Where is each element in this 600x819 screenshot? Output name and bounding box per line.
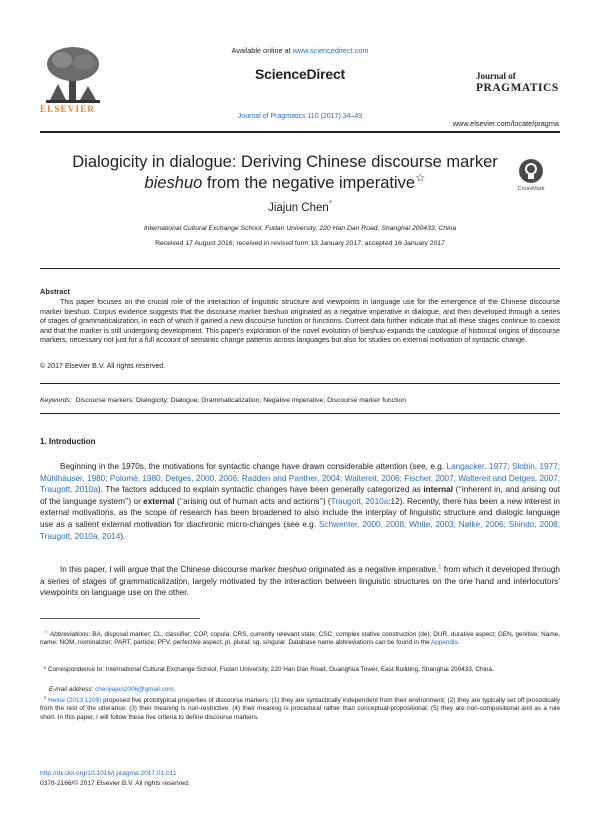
received-dates: Received 17 August 2016; received in revised form 13 January 2017; accepted 16 January 2017 (155, 240, 445, 247)
keywords (40, 397, 560, 404)
ref-link-1[interactable]: Langacker, 1977; Slobin, 1977; Mühlhäuser, 1980; Polomé, 1980; Detges, 2000, 2006; Radden and Panther, 2004; Waltereit, 2006; Fischer, 2007; Waltereit and Detges, 2007; Traugott, 2010a (40, 462, 560, 495)
footnote-rule (40, 618, 200, 619)
author-name (150, 199, 450, 214)
p2-text-c: from which it developed through a series of stages of grammaticalization, largely motivated by the interaction between linguistic structures on the one hand and interlocutors’ viewpoints on language use on the other. (40, 565, 560, 598)
fn1-text: proposed five prototypical properties of discourse markers: (1) they are syntactically independent from their environment; (2) they are typically set off prosodically from the rest of the utterance; (3) their meaning is non-restrictive; (4) their meaning is procedural rather than conceptual-propositional; (5) they are non-compositional and as a rule short. In this paper, I will follow these five criteria to define discourse markers. (40, 697, 560, 721)
p2-text-a: In this paper, I will argue that the Chinese discourse marker (60, 565, 278, 574)
ref-link-3[interactable]: Schwenter, 2000, 2008; White, 2003; Nølke, 2006; Shindo, 2008; Traugott, 2010a, 2014 (40, 519, 561, 541)
issn-line: 0378-2166/© 2017 Elsevier B.V. All rights reserved. (40, 780, 190, 787)
footnote-1 (40, 694, 560, 722)
p1-text-d: (‘‘arising out of human acts and actions’’) ( (174, 496, 331, 506)
paragraph-2 (40, 564, 560, 599)
sciencedirect-logo: ScienceDirect (254, 66, 345, 82)
appendix-link[interactable]: Appendix (430, 639, 458, 647)
ref-link-2[interactable]: Traugott, 2010a (330, 496, 389, 506)
crossmark-icon[interactable] (519, 159, 543, 183)
journal-citation[interactable]: Journal of Pragmatics 110 (2017) 34–49 (237, 113, 363, 120)
email-end: . (173, 686, 176, 693)
abbrev-end: . (457, 639, 460, 647)
section-heading: 1. Introduction (40, 437, 96, 446)
keywords-rule-bottom (40, 413, 560, 414)
p2-italic: bieshuo (277, 565, 307, 574)
publisher-name: ELSEVIER (40, 104, 96, 114)
abstract-rule-top (40, 268, 560, 269)
abbrev-label: Abbreviations (49, 631, 89, 638)
title-italic: bieshuo (144, 174, 203, 192)
header-rule (40, 131, 560, 133)
p1-text-b: ). The factors adduced to explain syntactic changes have been generally categorized as (97, 485, 424, 495)
p1-text-f: ). (120, 531, 126, 541)
footnote-ref-1[interactable]: 1 (438, 564, 442, 571)
journal-url[interactable]: www.elsevier.com/locate/pragma (452, 119, 559, 128)
footnote-correspondence (40, 666, 560, 674)
keywords-label: Keywords: (40, 397, 72, 404)
sciencedirect-link[interactable]: www.sciencedirect.com (292, 46, 369, 55)
footnote-star: ☆ (43, 628, 48, 634)
paragraph-1 (40, 461, 560, 542)
available-online (150, 46, 450, 55)
affiliation: International Cultural Exchange School, Fudan University, 220 Han Dan Road, Shanghai 200433, China (143, 225, 457, 232)
footnote-email (40, 686, 560, 694)
journal-logo-line1: Journal of (476, 71, 516, 81)
title-line-2 (50, 173, 520, 194)
email-label: E-mail address: (48, 686, 96, 693)
abstract-heading: Abstract (40, 287, 70, 296)
heine-link[interactable]: Heine (2013:1209) (48, 697, 102, 704)
abstract-copyright: © 2017 Elsevier B.V. All rights reserved. (40, 362, 166, 370)
journal-logo-line2: PRAGMATICS (476, 82, 559, 94)
title-rest: from the negative imperative (202, 174, 416, 192)
term-internal: internal (423, 485, 453, 495)
title-star: ☆ (415, 172, 426, 185)
doi-link[interactable]: http://dx.doi.org/10.1016/j.pragma.2017.01.011 (40, 770, 177, 777)
p2-text-b: originated as a negative imperative, (306, 565, 439, 574)
author: Jiajun Chen (268, 202, 329, 214)
keywords-list: Discourse markers; Dialogicity; Dialogue; Grammaticalization; Negative imperative; Discourse marker function (75, 397, 407, 404)
fn1-mark: 1 (43, 694, 47, 700)
footnote-abbreviations (40, 628, 560, 648)
p1-text-e: :12). Recently, there has been a new interest in external motivations, as the scope of research has been broadened to also include the interplay of linguistic structure and dialogic language use as a salient external motivation for diachronic micro-changes (see e.g. (40, 496, 560, 529)
abbrev-text: : BA, disposal marker; CL, classifier; COP, copula; CRS, currently relevant state; CSC, complex stative construction (de); DUR, durative aspect; GEN, genitive; Name, name; NOM, nominalizer; PART, particle; PFV, perfective aspect; pl. plural; sg. singular. Database name abbreviations can be found in the (40, 631, 560, 647)
title-line-1: Dialogicity in dialogue: Deriving Chinese discourse marker (72, 153, 498, 171)
term-external: external (143, 496, 175, 506)
p1-text-c: (‘‘inherent in, and arising out of the language system’’) or (40, 485, 560, 506)
elsevier-tree-logo (44, 44, 102, 104)
author-mark[interactable]: * (328, 199, 332, 209)
corr-text: Correspondence to: International Cultural Exchange School, Fudan University, 220 Han Dan Road, Guanghua Tower, East Building, Shanghai 200433, China. (46, 666, 494, 673)
available-online-prefix: Available online at (231, 46, 293, 55)
corr-mark: * (43, 666, 47, 673)
crossmark-label: CrossMark (517, 186, 545, 192)
email-link[interactable]: chenjiajun2006@gmail.com (95, 686, 174, 693)
article-title (50, 152, 520, 194)
p1-text-a: Beginning in the 1970s, the motivations for syntactic change have drawn considerable attention (see, e.g. (60, 462, 447, 471)
abstract-text: This paper focuses on the crucial role of the interaction of linguistic structure and viewpoints in language use for the emergence of the Chinese discourse marker bieshuo. Corpus evidence suggests that the discourse marker bieshuo originated as a negative imperative in dialogue, and then developed through a series of stages of grammaticalization, in each of which it gained a new discourse function or functions. Current data further indicate that all these stages continue to coexist and that the marker is still undergoing development. This paper's exploration of the novel evolution of bieshuo expands the catalogue of historical origins of discourse markers, necessary not just for a full account of semantic change patterns across languages but also for studies on external motivation of syntactic change. (40, 298, 560, 345)
keywords-rule-top (40, 383, 560, 384)
